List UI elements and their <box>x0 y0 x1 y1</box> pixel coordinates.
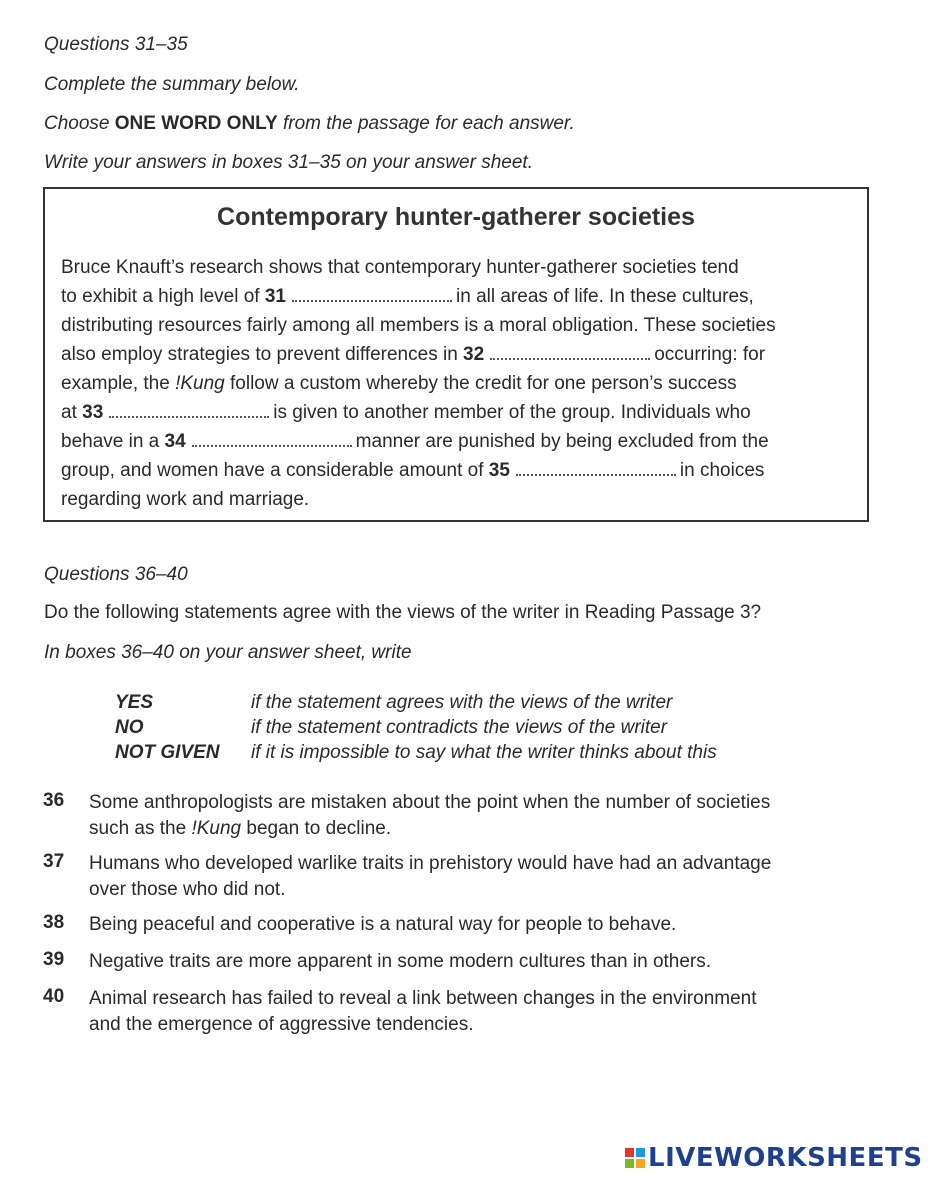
gap-35-number: 35 <box>488 460 510 481</box>
logo-square <box>625 1159 634 1168</box>
summary-line: Bruce Knauft’s research shows that contemporary hunter-gatherer societies tend <box>61 257 739 278</box>
gap-31-number: 31 <box>264 286 286 307</box>
summary-line: regarding work and marriage. <box>61 489 310 510</box>
statement-text: Some anthropologists are mistaken about the point when the number of societies such as the !Kung began to decline. <box>89 792 771 839</box>
legend-key: YES <box>115 692 154 713</box>
summary-body <box>61 253 776 514</box>
logo-square <box>636 1148 645 1157</box>
summary-line: group, and women have a considerable amount of 35 in choices <box>61 460 765 481</box>
legend-text: if the statement agrees with the views of the writer <box>251 692 673 713</box>
section2-instruction-1: Do the following statements agree with the views of the writer in Reading Passage 3? <box>44 602 762 623</box>
section1-instruction-2: Choose ONE WORD ONLY from the passage for each answer. <box>44 113 575 134</box>
summary-title: Contemporary hunter-gatherer societies <box>217 203 695 231</box>
legend-row-yes <box>115 690 672 715</box>
section1-instruction-3: Write your answers in boxes 31–35 on your answer sheet. <box>44 152 533 173</box>
statement-text: Negative traits are more apparent in some modern cultures than in others. <box>89 951 712 972</box>
summary-box <box>43 187 869 522</box>
gap-32-answer[interactable] <box>490 357 650 360</box>
summary-line: also employ strategies to prevent differences in 32 occurring: for <box>61 344 766 365</box>
logo-square <box>636 1159 645 1168</box>
summary-line: distributing resources fairly among all members is a moral obligation. These societies <box>61 315 776 336</box>
legend-row-not-given <box>115 740 717 765</box>
statement-number: 39 <box>43 949 65 970</box>
legend-text: if the statement contradicts the views of the writer <box>251 717 668 738</box>
summary-line: to exhibit a high level of 31 in all areas of life. In these cultures, <box>61 286 754 307</box>
section2-instruction-2: In boxes 36–40 on your answer sheet, write <box>44 642 412 663</box>
liveworksheets-logo <box>625 1141 923 1175</box>
kung-term: !Kung <box>191 818 242 839</box>
statement-text: Animal research has failed to reveal a link between changes in the environment and the emergence of aggressive tendencies. <box>89 988 757 1035</box>
gap-34-answer[interactable] <box>192 444 352 447</box>
gap-34-number: 34 <box>164 431 186 452</box>
statement-number: 37 <box>43 851 65 872</box>
gap-32-number: 32 <box>463 344 485 365</box>
gap-35-answer[interactable] <box>516 473 676 476</box>
logo-grid-icon <box>625 1148 645 1168</box>
legend-key: NO <box>115 717 144 738</box>
statement-number: 40 <box>43 986 65 1007</box>
section1-heading: Questions 31–35 <box>44 34 188 55</box>
kung-term: !Kung <box>175 373 225 394</box>
one-word-only: ONE WORD ONLY <box>114 113 278 134</box>
summary-line: at 33 is given to another member of the group. Individuals who <box>61 402 751 423</box>
legend-row-no <box>115 715 667 740</box>
summary-line: behave in a 34 manner are punished by being excluded from the <box>61 431 769 452</box>
statement-text: Humans who developed warlike traits in prehistory would have had an advantage over those who did not. <box>89 853 772 900</box>
legend-text: if it is impossible to say what the writer thinks about this <box>251 742 717 763</box>
legend-key: NOT GIVEN <box>115 742 220 763</box>
statement-number: 38 <box>43 912 65 933</box>
logo-square <box>625 1148 634 1157</box>
statement-number: 36 <box>43 790 65 811</box>
gap-31-answer[interactable] <box>292 299 452 302</box>
gap-33-number: 33 <box>82 402 104 423</box>
gap-33-answer[interactable] <box>109 415 269 418</box>
statement-text: Being peaceful and cooperative is a natural way for people to behave. <box>89 914 677 935</box>
logo-text: LIVEWORKSHEETS <box>648 1143 923 1173</box>
summary-line: example, the !Kung follow a custom whereby the credit for one person’s success <box>61 373 737 394</box>
section1-instruction-1: Complete the summary below. <box>44 74 300 95</box>
section2-heading: Questions 36–40 <box>44 564 188 585</box>
